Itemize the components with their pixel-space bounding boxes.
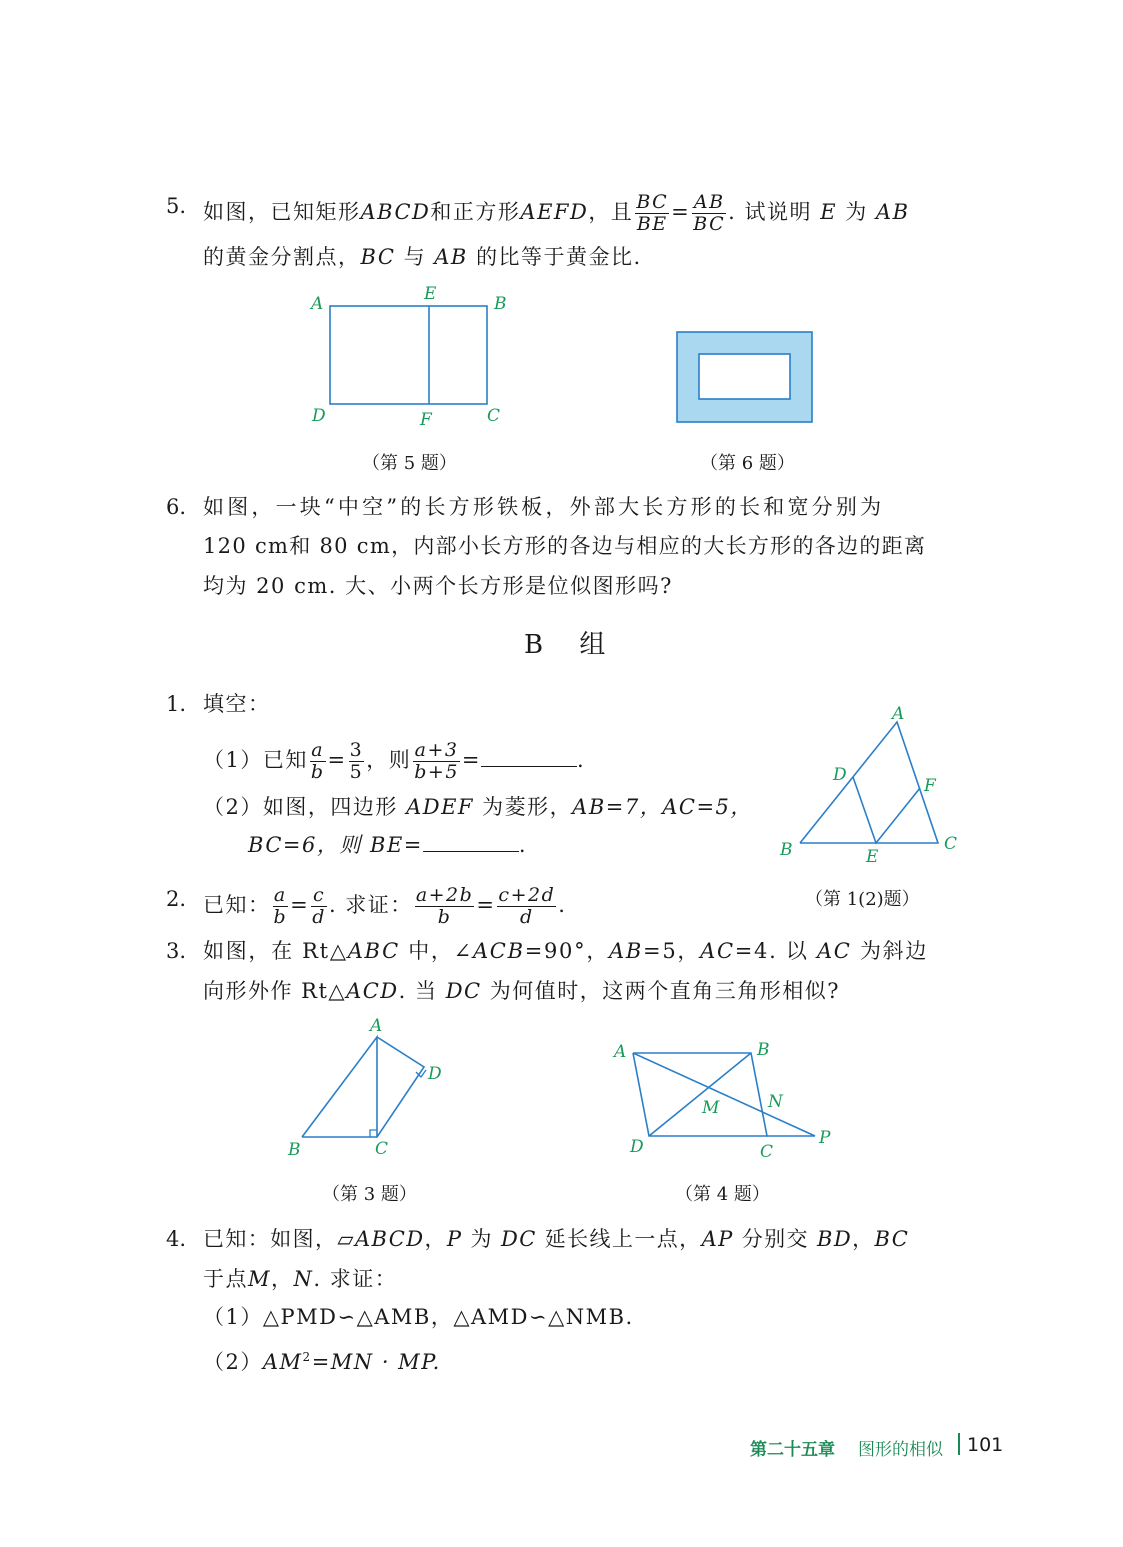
figure-6-caption: （第 6 题） xyxy=(700,453,795,474)
b3-number: 3. xyxy=(166,939,187,963)
b1-subproblem-2-line-2: BC=6，则 BE= . xyxy=(248,833,528,857)
fig5-label-d: D xyxy=(312,406,326,426)
figure-1-2 xyxy=(770,700,970,870)
fraction-bc-be: $\frac{BC}{BE}$ xyxy=(636,191,669,235)
fig12-label-c: C xyxy=(944,834,958,854)
section-title: B 组 xyxy=(524,630,620,660)
fig12-label-e: E xyxy=(866,847,879,867)
b2-number: 2. xyxy=(166,887,187,911)
footer-chapter: 第二十五章 xyxy=(750,1440,835,1460)
fig4-label-n: N xyxy=(768,1092,783,1112)
fig12-label-b: B xyxy=(780,840,793,860)
footer-title: 图形的相似 xyxy=(858,1440,943,1460)
problem-6-line-1: 如图，一块“中空”的长方形铁板，外部大长方形的长和宽分别为 xyxy=(203,495,885,519)
b3-line-2: 向形外作 Rt△ACD. 当 DC 为何值时，这两个直角三角形相似? xyxy=(203,979,841,1003)
fig4-label-p: P xyxy=(819,1128,831,1148)
footer-divider xyxy=(958,1433,960,1455)
b1-number: 1. xyxy=(166,692,187,716)
fig3-label-a: A xyxy=(370,1016,383,1036)
answer-blank-1 xyxy=(481,748,577,767)
figure-3-caption: （第 3 题） xyxy=(322,1184,417,1205)
fig5-label-c: C xyxy=(487,406,501,426)
fig4-label-c: C xyxy=(760,1142,774,1162)
b4-subproblem-2: $(2)AM^2=MN$ · MP. xyxy=(203,1350,441,1374)
problem-5-number: 5. xyxy=(166,194,187,218)
problem-5-line-2: 的黄金分割点，BC 与 AB 的比等于黄金比. xyxy=(203,245,642,269)
fig12-label-f: F xyxy=(924,776,936,796)
b4-line-1: 已知：如图，▱ABCD，P 为 DC 延长线上一点，AP 分别交 BD，BC xyxy=(203,1227,910,1251)
b4-number: 4. xyxy=(166,1227,187,1251)
fig3-label-b: B xyxy=(288,1140,301,1160)
b4-line-2: 于点M，N. 求证： xyxy=(203,1267,398,1291)
figure-3 xyxy=(280,1010,460,1165)
fig4-label-d: D xyxy=(630,1137,644,1157)
fig12-label-a: A xyxy=(892,704,905,724)
fig3-label-d: D xyxy=(428,1064,442,1084)
figure-5-caption: （第 5 题） xyxy=(362,453,457,474)
fig12-label-d: D xyxy=(833,765,847,785)
problem-6-line-3: 均为 20 cm. 大、小两个长方形是位似图形吗? xyxy=(203,574,673,598)
figure-4 xyxy=(605,1035,845,1165)
b2-line: 已知： $\frac{a}{b}$ = $\frac{c}{d}$ . 求证： $\frac{a+2b}{b}$ = $\frac{c+2d}{d}$ . xyxy=(203,884,567,928)
fig3-label-c: C xyxy=(375,1139,389,1159)
fig4-label-b: B xyxy=(757,1040,770,1060)
problem-5-line-1: 如图，已知矩形ABCD和正方形AEFD，且 $\frac{BC}{BE}$ = $\frac{AB}{BC}$ . 试说明 E 为 AB xyxy=(203,191,910,235)
fig4-label-a: A xyxy=(614,1042,627,1062)
figure-5 xyxy=(300,280,530,440)
b1-subproblem-1: （1）已知 $\frac{a}{b}$ = $\frac{3}{5}$ ，则 $\frac{a+3}{b+5}$ = . xyxy=(203,739,586,783)
fraction-ab-bc: $\frac{AB}{BC}$ xyxy=(693,191,726,235)
figure-4-caption: （第 4 题） xyxy=(675,1184,770,1205)
fig5-label-f: F xyxy=(420,410,432,430)
b1-title: 填空： xyxy=(203,692,271,716)
fig5-label-b: B xyxy=(494,294,507,314)
b1-subproblem-2-line-1: （2）如图，四边形 ADEF 为菱形，AB=7，AC=5， xyxy=(203,795,753,819)
figure-1-2-caption: （第 1(2)题） xyxy=(805,889,920,910)
b3-line-1: 如图，在 Rt△ABC 中，∠ACB=90°，AB=5，AC=4. 以 AC 为斜边 xyxy=(203,939,929,963)
fig5-label-e: E xyxy=(424,284,437,304)
fig4-label-m: M xyxy=(702,1098,720,1118)
b4-subproblem-1: （1）△PMD∽△AMB，△AMD∽△NMB. xyxy=(203,1305,634,1329)
figure-6 xyxy=(670,325,820,430)
problem-6-number: 6. xyxy=(166,495,187,519)
page-number: 101 xyxy=(967,1434,1004,1456)
fig5-label-a: A xyxy=(311,294,324,314)
problem-6-line-2: 120 cm和 80 cm，内部小长方形的各边与相应的大长方形的各边的距离 xyxy=(203,534,927,558)
answer-blank-2 xyxy=(423,833,519,852)
